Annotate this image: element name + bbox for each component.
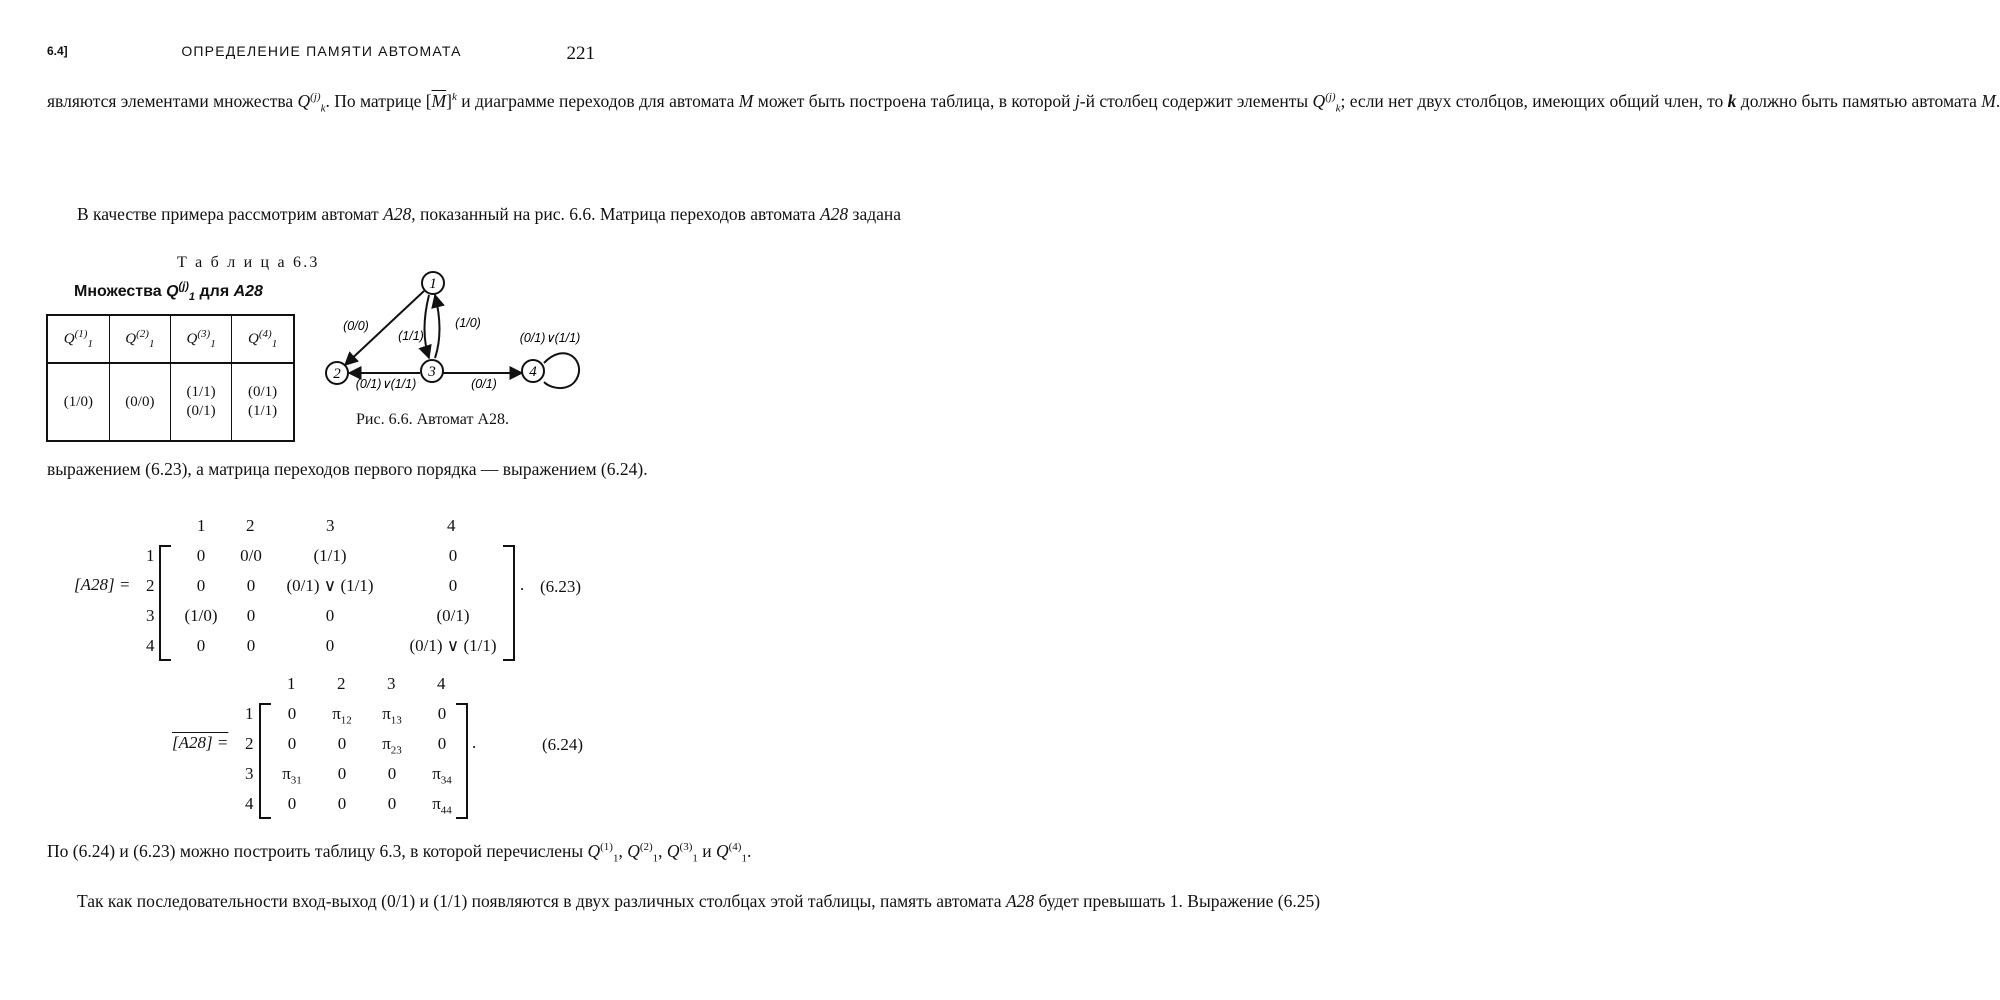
- table-header-cell: $Q^{(1)}_1$: [47, 315, 109, 363]
- matrix-cell: $\pi_{13}$: [382, 704, 402, 727]
- matrix-cell: 0: [196, 546, 206, 565]
- figure-caption: Рис. 6.6. Автомат A28.: [356, 411, 509, 428]
- node-label-4: 4: [529, 364, 537, 380]
- matrix-cell: 0/0: [240, 546, 262, 565]
- page-number: 221: [566, 43, 595, 64]
- edge-3-1: [435, 295, 440, 358]
- paragraph-expressions: выражением (6.23), а матрица переходов первого порядка — выражением (6.24).: [47, 459, 648, 479]
- matrix-cell: 0: [448, 576, 458, 595]
- matrix-cell: (0/1) ∨ (1/1): [286, 576, 374, 595]
- matrix-cell: (1/1): [313, 546, 347, 565]
- table-cell: (1/0): [63, 393, 93, 410]
- equation-number: (6.24): [542, 735, 584, 754]
- matrix-lhs: [A28] =: [74, 575, 131, 594]
- matrix-cell: 0: [287, 794, 297, 813]
- edge-label: (1/0): [455, 316, 481, 330]
- matrix-cell: $\pi_{31}$: [282, 764, 302, 787]
- matrix-cell: 0: [246, 636, 256, 655]
- matrix-cell: $\pi_{44}$: [432, 794, 452, 817]
- matrix-cell: 0: [337, 764, 347, 783]
- table-cell: (0/1) (1/1): [232, 363, 294, 441]
- table-caption: Т а б л и ц а 6.3: [177, 254, 320, 271]
- edge-4-loop: [544, 353, 579, 388]
- edge-label: (0/1)∨(1/1): [519, 331, 581, 345]
- edge-label: (0/0): [343, 319, 369, 333]
- paragraph-memory-exceeds: Так как последовательности вход-выход (0/1) и (1/1) появляются в двух различных столбцах этой таблицы, память автомата A28 будет превышать 1. Выражение (6.25): [77, 891, 1321, 911]
- matrix-cell: (0/1) ∨ (1/1): [409, 636, 497, 655]
- edge-label: (1/1): [398, 329, 424, 343]
- row-header: 4: [245, 794, 254, 813]
- sets-table: [46, 314, 295, 442]
- matrix-cell: 0: [196, 576, 206, 595]
- table-header-cell: $Q^{(2)}_1$: [109, 315, 170, 363]
- column-header: 3: [326, 516, 335, 535]
- matrix-cell: $\pi_{23}$: [382, 734, 402, 757]
- running-title: ОПРЕДЕЛЕНИЕ ПАМЯТИ АВТОМАТА: [181, 43, 462, 59]
- table-cell: (1/1) (0/1): [170, 363, 231, 441]
- row-header: 3: [245, 764, 254, 783]
- matrix-cell: 0: [287, 704, 297, 723]
- matrix-bracket-left: [159, 545, 171, 661]
- column-header: 2: [246, 516, 255, 535]
- matrix-cell: 0: [325, 606, 335, 625]
- matrix-period: .: [472, 733, 477, 752]
- node-label-2: 2: [333, 366, 341, 382]
- matrix-cell: 0: [387, 794, 397, 813]
- matrix-cell: 0: [448, 546, 458, 565]
- matrix-period: .: [520, 575, 525, 594]
- edge-label: (0/1)∨(1/1): [355, 377, 417, 391]
- matrix-cell: $\pi_{34}$: [432, 764, 452, 787]
- equation-number: (6.23): [540, 577, 582, 596]
- table-title: Множества $Q^{(j)}_1$ для A28: [74, 280, 263, 304]
- row-header: 2: [146, 576, 155, 595]
- column-header: 4: [437, 674, 446, 693]
- column-header: 3: [387, 674, 396, 693]
- row-header: 4: [146, 636, 155, 655]
- matrix-cell: $\pi_{12}$: [332, 704, 352, 727]
- matrix-cell: 0: [337, 794, 347, 813]
- row-header: 3: [146, 606, 155, 625]
- node-label-3: 3: [428, 364, 436, 380]
- matrix-bracket-left: [259, 703, 271, 819]
- paragraph-table-construction: По (6.24) и (6.23) можно построить таблицу 6.3, в которой перечислены $Q^{(1)}_1$, $Q^{(2)}_1$, $Q^{(3)}_1$ и $Q^{(4)}_1$.: [47, 841, 752, 865]
- table-row: [47, 363, 294, 441]
- table-header-cell: $Q^{(4)}_1$: [232, 315, 294, 363]
- matrix-cell: 0: [325, 636, 335, 655]
- edge-label: (0/1): [471, 377, 497, 391]
- row-header: 1: [245, 704, 254, 723]
- automaton-diagram: [316, 264, 591, 404]
- node-label-1: 1: [429, 276, 437, 292]
- table-cell: (0/0): [109, 363, 170, 441]
- matrix-cell: 0: [437, 704, 447, 723]
- matrix-cell: 0: [287, 734, 297, 753]
- matrix-cell: 0: [246, 576, 256, 595]
- edge-1-3: [425, 295, 430, 358]
- matrix-cell: 0: [337, 734, 347, 753]
- row-header: 1: [146, 546, 155, 565]
- row-header: 2: [245, 734, 254, 753]
- matrix-cell: (0/1): [436, 606, 470, 625]
- paragraph-memory-definition: являются элементами множества $Q^{(j)}_k$. По матрице $[\overline{M}]^k$ и диаграмме переходов для автомата M может быть построена таблица, в которой j-й столбец содержит элементы $Q^{(j)}_k$; если нет двух столбцов, имеющих общий член, то k должно быть памятью автомата M.: [47, 91, 2000, 115]
- column-header: 1: [287, 674, 296, 693]
- table-header-cell: $Q^{(3)}_1$: [170, 315, 231, 363]
- column-header: 4: [447, 516, 456, 535]
- matrix-cell: 0: [387, 764, 397, 783]
- matrix-cell: (1/0): [184, 606, 218, 625]
- matrix-lhs: [A28] =: [172, 733, 229, 752]
- matrix-cell: 0: [437, 734, 447, 753]
- matrix-cell: 0: [196, 636, 206, 655]
- column-header: 2: [337, 674, 346, 693]
- matrix-cell: 0: [246, 606, 256, 625]
- section-number: 6.4]: [47, 44, 68, 58]
- paragraph-example-intro: В качестве примера рассмотрим автомат A28, показанный на рис. 6.6. Матрица переходов автомата A28 задана: [77, 204, 902, 224]
- column-header: 1: [197, 516, 206, 535]
- table-header-row: [47, 315, 294, 363]
